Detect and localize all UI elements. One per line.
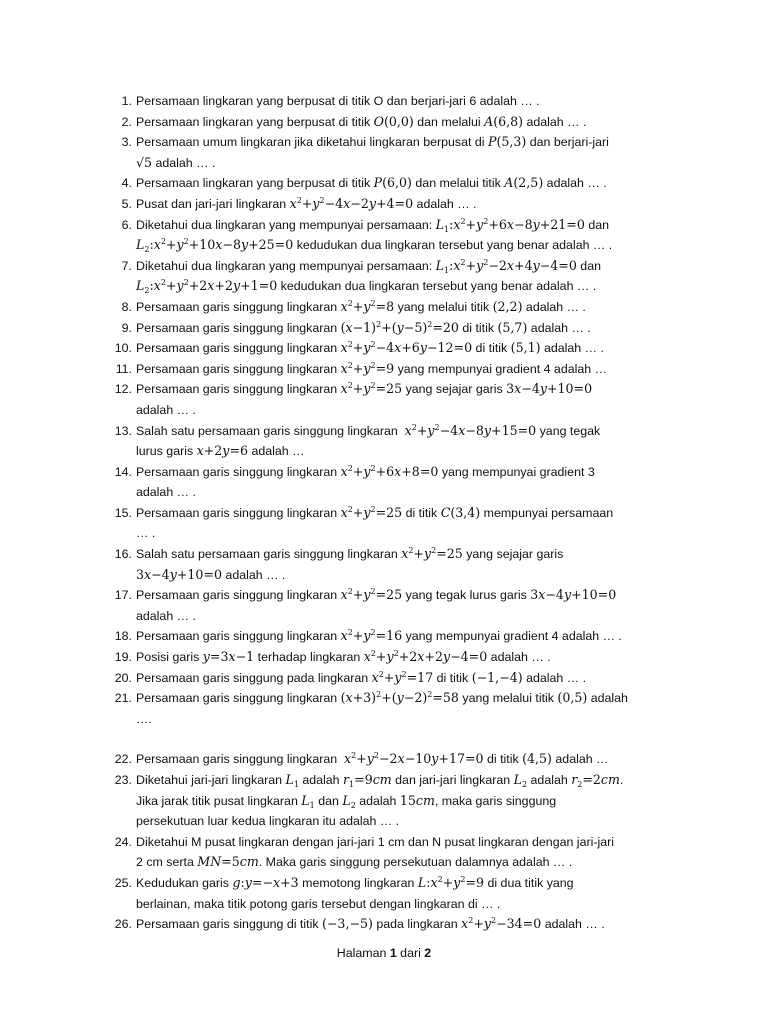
question-item xyxy=(108,688,678,729)
question-number: 17. xyxy=(114,588,132,603)
question-item xyxy=(108,832,678,873)
question-text: Persamaan garis singgung lingkaran $(x+3)^2+(y-2)^2=58$ yang melalui titik (0,5) adalah …. xyxy=(136,690,628,726)
question-text: Diketahui dua lingkaran yang mempunyai persamaan: $L_1:x^2+y^2+6x-8y+21=0$ dan $L_2:x^2+y^2+10x-8y+25=0$ kedudukan dua lingkaran tersebut yang benar adalah … . xyxy=(136,216,613,255)
question-number: 11. xyxy=(115,361,132,376)
question-number: 13. xyxy=(114,423,132,438)
question-item xyxy=(108,318,678,339)
question-text: Persamaan garis singgung lingkaran $x^2+y^2=9$ yang mempunyai gradient 4 adalah … xyxy=(136,360,607,376)
question-text: Persamaan garis singgung pada lingkaran $x^2+y^2=17$ di titik (−1,−4) adalah … . xyxy=(136,669,587,685)
question-text: Pusat dan jari-jari lingkaran $x^2+y^2-4x-2y+4=0$ adalah … . xyxy=(136,195,477,211)
question-number: 23. xyxy=(114,773,132,787)
question-item xyxy=(108,585,678,626)
current-page-number: 1 xyxy=(389,946,397,960)
question-text: Persamaan garis singgung di titik (−3,−5) pada lingkaran $x^2+y^2-34=0$ adalah … . xyxy=(136,916,605,932)
total-pages: 2 xyxy=(424,946,432,960)
question-number: 18. xyxy=(114,629,132,644)
question-item xyxy=(108,421,678,462)
question-text: Persamaan garis singgung lingkaran $(x-1)^2+(y-5)^2=20$ di titik (5,7) adalah … . xyxy=(136,319,591,335)
question-text: Persamaan garis singgung lingkaran $x^2+y^2=25$ yang tegak lurus garis 3x−4y+10=0 adalah … . xyxy=(136,587,617,623)
question-text: Persamaan lingkaran yang berpusat di titik O(0,0) dan melalui A(6,8) adalah … . xyxy=(136,113,587,129)
question-number: 12. xyxy=(114,382,132,397)
question-text: Kedudukan garis g:y=−x+3 memotong lingkaran $L:x^2+y^2=9$ di dua titik yang berlainan, maka titik potong garis tersebut dengan lingkaran di … . xyxy=(136,874,574,911)
question-item xyxy=(108,297,678,318)
question-text: Salah satu persamaan garis singgung lingkaran $x^2+y^2-4x-8y+15=0$ yang tegak lurus garis x+2y=6 adalah … xyxy=(136,422,601,459)
question-text: Persamaan garis singgung lingkaran $x^2+y^2-2x-10y+17=0$ di titik (4,5) adalah … xyxy=(136,751,609,767)
question-item xyxy=(108,647,678,668)
question-number: 9. xyxy=(121,320,132,335)
question-text: Diketahui M pusat lingkaran dengan jari-jari 1 cm dan N pusat lingkaran dengan jari-jari 2 cm serta MN=5cm. Maka garis singgung persekutuan dalamnya adalah … . xyxy=(136,834,614,870)
question-text: Diketahui dua lingkaran yang mempunyai persamaan: $L_1:x^2+y^2-2x+4y-4=0$ dan $L_2:x^2+y^2+2x+2y+1=0$ kedudukan dua lingkaran tersebut yang benar adalah … . xyxy=(136,257,601,296)
question-text: Diketahui jari-jari lingkaran $L_1$ adalah $r_1=9cm$ dan jari-jari lingkaran $L_2$ adalah $r_2=2cm$. Jika jarak titik pusat lingkaran $L_1$ dan $L_2$ adalah 15cm, maka garis singgung persekutuan luar kedua lingkaran itu adalah … . xyxy=(136,772,624,829)
question-item xyxy=(108,544,678,585)
question-number: 26. xyxy=(114,917,132,932)
question-number: 5. xyxy=(121,196,132,211)
footer-prefix: Halaman xyxy=(336,946,390,960)
question-item xyxy=(108,359,678,380)
question-text: Persamaan garis singgung lingkaran $x^2+y^2-4x+6y-12=0$ di titik (5,1) adalah … . xyxy=(136,340,604,356)
question-item xyxy=(108,749,678,770)
footer-separator: dari xyxy=(396,946,425,960)
question-text: Posisi garis y=3x−1 terhadap lingkaran $x^2+y^2+2x+2y-4=0$ adalah … . xyxy=(136,649,551,665)
question-number: 15. xyxy=(114,505,132,520)
question-text: Persamaan garis singgung lingkaran $x^2+y^2+6x+8=0$ yang mempunyai gradient 3 adalah … . xyxy=(136,463,595,500)
question-number: 14. xyxy=(114,464,132,479)
question-item xyxy=(108,91,678,112)
question-number: 21. xyxy=(114,691,132,706)
page-footer xyxy=(0,946,768,960)
question-item xyxy=(108,379,678,420)
question-item xyxy=(108,173,678,194)
question-list xyxy=(108,91,678,935)
question-item xyxy=(108,668,678,689)
question-number: 7. xyxy=(121,258,132,273)
question-text: Persamaan garis singgung lingkaran $x^2+y^2=8$ yang melalui titik (2,2) adalah … . xyxy=(136,298,586,314)
question-item xyxy=(108,215,678,256)
question-text: Persamaan umum lingkaran jika diketahui lingkaran berpusat di P(5,3) dan berjari-jari √5 adalah … . xyxy=(136,134,609,170)
question-number: 1. xyxy=(121,94,132,108)
question-number: 8. xyxy=(121,299,132,314)
question-number: 22. xyxy=(114,752,132,767)
question-number: 19. xyxy=(114,650,132,665)
question-item xyxy=(108,194,678,215)
question-number: 24. xyxy=(114,834,132,849)
question-text: Persamaan garis singgung lingkaran $x^2+y^2=16$ yang mempunyai gradient 4 adalah … . xyxy=(136,628,622,644)
question-item xyxy=(108,770,678,832)
question-text: Persamaan garis singgung lingkaran $x^2+y^2=25$ yang sejajar garis 3x−4y+10=0 adalah … . xyxy=(136,381,593,417)
question-text: Persamaan lingkaran yang berpusat di titik P(6,0) dan melalui titik A(2,5) adalah … . xyxy=(136,175,607,191)
question-text: Persamaan garis singgung lingkaran $x^2+y^2=25$ di titik C(3,4) mempunyai persamaan … . xyxy=(136,504,614,541)
question-item xyxy=(108,914,678,935)
question-text: Salah satu persamaan garis singgung lingkaran $x^2+y^2=25$ yang sejajar garis 3x−4y+10=0 adalah … . xyxy=(136,546,564,582)
question-number: 3. xyxy=(121,135,132,150)
question-item xyxy=(108,873,678,914)
question-number: 4. xyxy=(121,176,132,191)
question-item xyxy=(108,626,678,647)
question-number: 20. xyxy=(114,670,132,685)
question-number: 16. xyxy=(114,547,132,562)
question-number: 10. xyxy=(114,341,132,356)
question-number: 2. xyxy=(121,114,132,129)
question-item xyxy=(108,503,678,544)
question-item xyxy=(108,132,678,173)
question-item xyxy=(108,338,678,359)
question-item xyxy=(108,462,678,503)
question-item xyxy=(108,112,678,133)
question-item xyxy=(108,256,678,297)
question-number: 25. xyxy=(114,875,132,890)
question-number: 6. xyxy=(121,217,132,232)
question-text: Persamaan lingkaran yang berpusat di titik O dan berjari-jari 6 adalah … . xyxy=(136,94,540,108)
